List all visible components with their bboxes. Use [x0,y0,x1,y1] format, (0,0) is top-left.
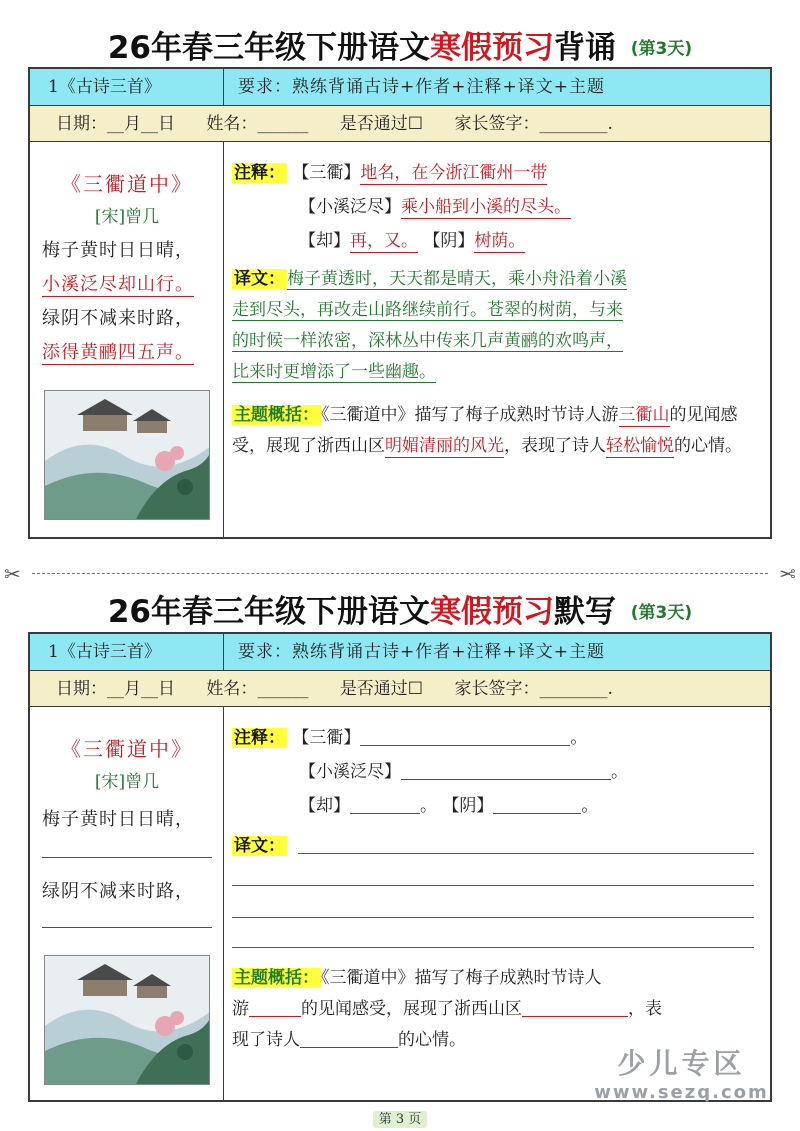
notes-label: 注释： [234,728,285,748]
section2-title: 26年春三年级下册语文寒假预习默写 (第3天) [107,594,693,630]
info-row [30,671,770,707]
translation-label: 译文： [234,269,285,289]
poem-author: [宋]曾几 [94,207,160,227]
note-term: 【三衢】 [292,728,361,748]
notes-panel [224,142,770,537]
note-term: 【却】 [299,796,350,816]
poem-blank-line-4[interactable] [42,927,212,928]
cut-line [0,564,800,584]
translation-blank-line[interactable] [298,853,754,854]
note-blank[interactable] [360,728,570,746]
landscape-picture [44,955,210,1085]
theme-label: 主题概括： [234,405,319,425]
pass-checkbox[interactable]: 是否通过☐ [339,114,424,134]
poem-line-1: 梅子黄时日日晴， [42,809,194,830]
date-field[interactable]: 日期：__月__日 [56,114,175,134]
info-row [30,106,770,142]
notes-label: 注释： [234,163,285,183]
poem-line-3: 绿阴不减来时路， [42,308,194,329]
poem-title: 《三衢道中》 [61,737,193,761]
page-number: 第 3 页 [0,1108,800,1127]
name-field[interactable]: 姓名：______ [206,679,309,699]
date-field[interactable]: 日期：__月__日 [56,679,175,699]
poem-blank-line-2[interactable] [42,857,212,858]
day-badge: (第3天) [630,603,693,623]
note-term: 【阴】 [423,231,475,251]
translation-block: 译文： 梅子黄透时，天天都是晴天，乘小舟沿着小溪 走到尽头，再改走山路继续前行。苍翠的树荫，与来 的时候一样浓密，深林丛中传来几声黄鹂的欢鸣声， 比来时更增添了一些幽趣。 [232,269,627,382]
dictation-card [28,632,772,1102]
translation-blank-line[interactable] [232,947,754,948]
parent-signature-field[interactable]: 家长签字：________. [454,114,613,134]
scissors-icon: ✂ [779,562,796,586]
note-term: 【阴】 [442,796,494,816]
requirement-text: 要求：熟练背诵古诗+作者+注释+译文+主题 [238,642,605,662]
notes-panel: 注释： 【三衢】 。 【小溪泛尽】 。 【却】 。 【阴】 。 译文： 主题概括： 《三衢道中》描写了梅子成熟时节诗人 游 的见闻感受，展现了浙西山区 ，表 现了诗人 的心情。 [224,707,770,1100]
poem-line-3: 绿阴不减来时路， [42,881,194,902]
theme-blank[interactable] [300,1030,398,1048]
poem-line-1: 梅子黄时日日晴， [42,240,194,261]
lesson-label: 1《古诗三首》 [30,634,224,670]
poem-panel [30,707,224,1100]
translation-label: 译文： [234,836,285,856]
note-definition: 地名，在今浙江衢州一带 [360,163,548,183]
note-blank[interactable] [401,762,611,780]
poem-panel [30,142,224,537]
theme-block: 主题概括： 《三衢道中》描写了梅子成熟时节诗人 游 的见闻感受，展现了浙西山区 ，表 现了诗人 的心情。 [232,968,662,1050]
poem-author: [宋]曾几 [94,772,160,792]
note-blank[interactable] [493,796,581,814]
theme-blank[interactable] [522,999,628,1017]
translation-blank-line[interactable] [232,885,754,886]
note-definition: 树荫。 [474,231,526,251]
name-field[interactable]: 姓名：______ [206,114,309,134]
requirement-text: 要求：熟练背诵古诗+作者+注释+译文+主题 [238,77,605,97]
poem-line-2: 小溪泛尽却山行。 [42,270,194,297]
watermark: 少儿专区 www.sezq.com [594,1047,769,1103]
theme-block: 主题概括： 《三衢道中》描写了梅子成熟时节诗人游三衢山的见闻感受，展现了浙西山区明媚清丽的风光，表现了诗人轻松愉悦的心情。 [232,405,742,456]
day-badge: (第3天) [630,39,693,59]
poem-title: 《三衢道中》 [61,172,193,196]
theme-label: 主题概括： [234,968,319,988]
translation-blank-line[interactable] [232,917,754,918]
note-definition: 再，又。 [350,231,418,251]
section1-title: 26年春三年级下册语文寒假预习背诵 (第3天) [107,30,693,66]
pass-checkbox[interactable]: 是否通过☐ [339,679,424,699]
recite-card [28,67,772,539]
parent-signature-field[interactable]: 家长签字：________. [454,679,613,699]
note-term: 【三衢】 [292,163,361,183]
scissors-icon: ✂ [4,562,21,586]
note-blank[interactable] [350,796,420,814]
poem-line-4: 添得黄鹂四五声。 [42,338,194,365]
note-term: 【小溪泛尽】 [299,197,401,217]
note-term: 【却】 [299,231,350,251]
note-definition: 乘小船到小溪的尽头。 [401,197,571,217]
landscape-picture [44,390,210,520]
note-term: 【小溪泛尽】 [299,762,401,782]
lesson-label: 1《古诗三首》 [30,69,224,105]
theme-blank[interactable] [249,999,301,1017]
